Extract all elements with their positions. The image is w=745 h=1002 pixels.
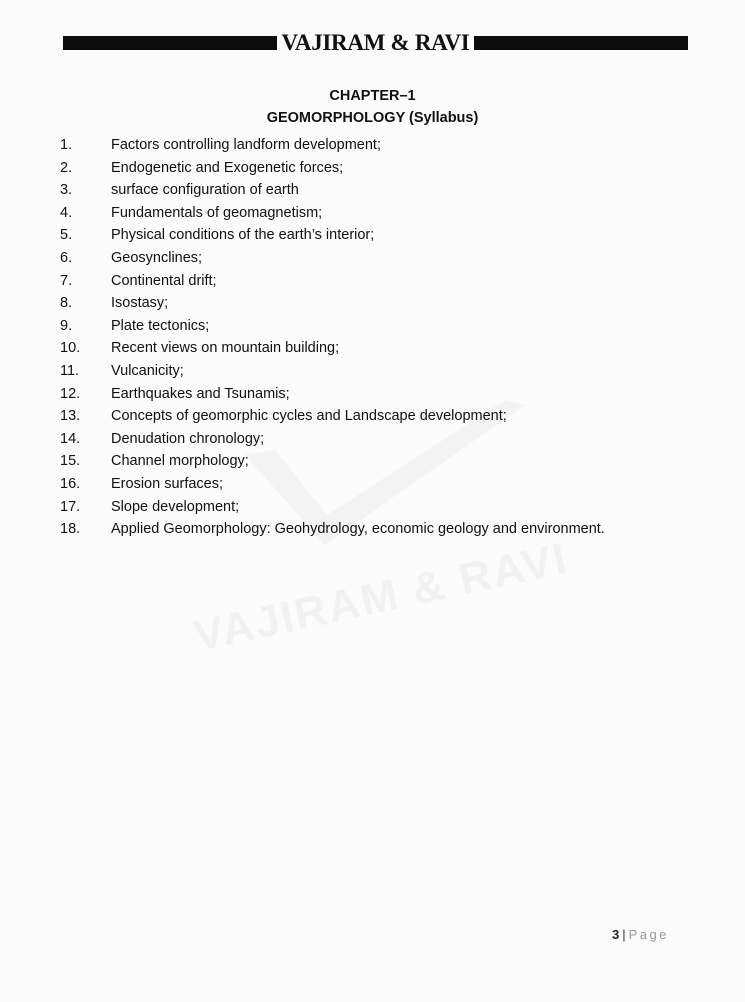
list-item: [0, 136, 745, 159]
item-text: Slope development;: [111, 498, 240, 515]
list-item: [0, 385, 745, 408]
item-number: 8.: [60, 295, 73, 312]
item-text: Denudation chronology;: [111, 430, 265, 447]
item-text: Continental drift;: [111, 272, 217, 289]
item-number: 13.: [60, 408, 81, 425]
list-item: [0, 475, 745, 498]
list-item: [0, 294, 745, 317]
item-text: Erosion surfaces;: [111, 475, 224, 492]
item-text: Geosynclines;: [111, 249, 203, 266]
item-number: 9.: [60, 317, 73, 334]
page-header: [63, 27, 688, 59]
list-item: [0, 159, 745, 182]
list-item: [0, 520, 745, 543]
footer-separator: |: [622, 927, 626, 942]
item-number: 7.: [60, 272, 73, 289]
list-item: [0, 272, 745, 295]
item-text: Vulcanicity;: [111, 362, 184, 379]
list-item: [0, 452, 745, 475]
item-number: 16.: [60, 475, 81, 492]
item-text: Recent views on mountain building;: [111, 340, 340, 357]
item-text: Fundamentals of geomagnetism;: [111, 204, 323, 221]
item-number: 10.: [60, 340, 81, 357]
item-number: 6.: [60, 249, 73, 266]
item-text: Concepts of geomorphic cycles and Landscape development;: [111, 408, 507, 425]
item-number: 4.: [60, 204, 73, 221]
syllabus-list: [0, 136, 745, 543]
list-item: [0, 498, 745, 521]
list-item: [0, 317, 745, 340]
list-item: [0, 249, 745, 272]
page-footer: [612, 927, 669, 942]
brand-title: VAJIRAM & RAVI: [281, 30, 470, 55]
page-label: Page: [628, 927, 669, 942]
item-text: Physical conditions of the earth’s interior;: [111, 227, 375, 244]
item-number: 2.: [60, 159, 73, 176]
chapter-title: GEOMORPHOLOGY (Syllabus): [266, 110, 479, 126]
header-bar-left: [63, 36, 277, 50]
page-number: 3: [612, 927, 620, 942]
item-number: 11.: [60, 362, 80, 379]
list-item: [0, 362, 745, 385]
list-item: [0, 407, 745, 430]
list-item: [0, 226, 745, 249]
item-text: Earthquakes and Tsunamis;: [111, 385, 290, 402]
item-number: 1.: [60, 137, 73, 153]
item-text: Endogenetic and Exogenetic forces;: [111, 159, 344, 176]
watermark-text: VAJIRAM & RAVI: [189, 533, 573, 662]
list-item: [0, 204, 745, 227]
list-item: [0, 339, 745, 362]
header-bar-right: [474, 36, 688, 50]
item-number: 12.: [60, 385, 81, 402]
item-text: Channel morphology;: [111, 453, 249, 470]
item-text: Plate tectonics;: [111, 317, 210, 334]
list-item: [0, 430, 745, 453]
item-text: Factors controlling landform development;: [111, 137, 381, 153]
item-number: 17.: [60, 498, 81, 515]
item-number: 14.: [60, 430, 81, 447]
item-number: 18.: [60, 521, 81, 538]
item-number: 5.: [60, 227, 73, 244]
chapter-number: CHAPTER–1: [329, 88, 416, 104]
item-text: surface configuration of earth: [111, 182, 299, 199]
list-item: [0, 181, 745, 204]
item-number: 15.: [60, 453, 81, 470]
item-text: Applied Geomorphology: Geohydrology, economic geology and environment.: [111, 521, 605, 538]
item-text: Isostasy;: [111, 295, 169, 312]
item-number: 3.: [60, 182, 73, 199]
